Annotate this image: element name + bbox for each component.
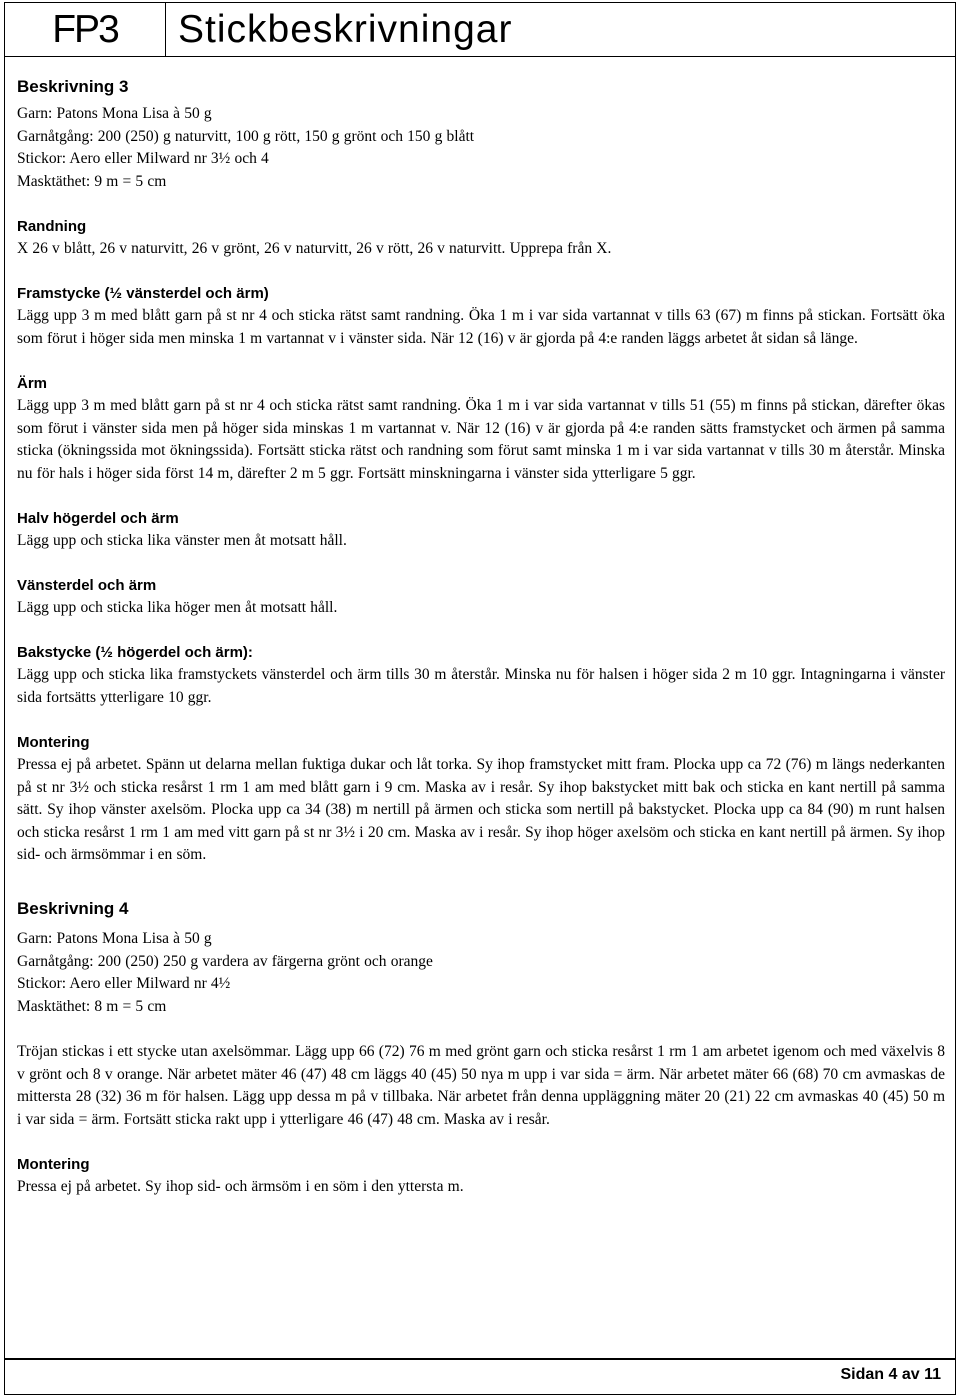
section-text-montering: Pressa ej på arbetet. Spänn ut delarna mellan fuktiga dukar och låt torka. Sy ihop framstycket mitt fram. Plocka upp ca 72 (76) m längs nederkanten på st nr 3½ och sticka resårst 1 rm 1 am med blått garn i 9 cm. Maska av i resår. Sy ihop bakstycket mitt bak och sticka en kant nertill på samma sätt. Sy ihop vänster axelsöm. Plocka upp ca 34 (38) m nertill på ärmen och sticka som nertill på bakstycket. Plocka upp ca 84 (90) m runt halsen och sticka resårst 1 rm 1 am med vitt garn på st nr 3½ i 20 cm. Maska av i resår. Sy ihop höger axelsöm och sticka en kant nertill på ärmen. Sy ihop sid- och ärmsömmar i en söm. — [17, 756, 945, 864]
desc3-garnatgang: Garnåtgång: 200 (250) g naturvitt, 100 g rött, 150 g grönt och 150 g blått — [17, 127, 475, 145]
document-title: Stickbeskrivningar — [178, 7, 513, 51]
desc3-masktathet: Masktäthet: 9 m = 5 cm — [17, 172, 167, 190]
section-text-vansterdel: Lägg upp och sticka lika höger men åt motsatt håll. — [17, 599, 338, 617]
desc4-masktathet: Masktäthet: 8 m = 5 cm — [17, 997, 167, 1015]
desc4-intro: Tröjan stickas i ett stycke utan axelsömmar. Lägg upp 66 (72) 76 m med grönt garn och sticka resårst 1 rm 1 am arbetet igenom och med växelvis 8 v grönt och 8 v orange. När arbetet mäter 46 (47) 48 cm läggs 40 (45) 50 nya m upp i var sida = ärm. När arbetet mäter 66 (68) 70 cm avmaskas de mittersta 28 (32) 36 m för halsen. Lägg upp dessa m på v tillbaka. När arbetet från denna uppläggning mäter 20 (21) 22 cm avmaskas 40 (45) 50 m i var sida = ärm. Fortsätt sticka rakt upp i ytterligare 46 (47) 48 cm. Maska av i resår. — [17, 1043, 945, 1128]
section-heading-randning: Randning — [17, 217, 87, 235]
section-text-halv-hogerdel: Lägg upp och sticka lika vänster men åt motsatt håll. — [17, 531, 347, 549]
section-heading-vansterdel: Vänsterdel och ärm — [17, 577, 157, 595]
page-number: Sidan 4 av 11 — [840, 1366, 941, 1383]
section-heading-halv-hogerdel: Halv högerdel och ärm — [17, 509, 179, 527]
desc4-montering-heading: Montering — [17, 1155, 90, 1173]
section-heading-bakstycke: Bakstycke (½ högerdel och ärm): — [17, 644, 253, 662]
page-header — [4, 2, 956, 56]
section-text-randning: X 26 v blått, 26 v naturvitt, 26 v grönt, 26 v naturvitt, 26 v rött, 26 v naturvitt. Upprepa från X. — [17, 239, 612, 257]
section-heading-montering: Montering — [17, 734, 90, 752]
desc3-stickor: Stickor: Aero eller Milward nr 3½ och 4 — [17, 150, 269, 168]
desc4-garnatgang: Garnåtgång: 200 (250) 250 g vardera av färgerna grönt och orange — [17, 952, 433, 970]
desc4-garn: Garn: Patons Mona Lisa à 50 g — [17, 930, 212, 948]
page-footer — [4, 1359, 956, 1395]
desc4-montering-text: Pressa ej på arbetet. Sy ihop sid- och ärmsöm i en söm i den yttersta m. — [17, 1177, 464, 1195]
section-text-bakstycke: Lägg upp och sticka lika framstyckets vänsterdel och ärm tills 30 m återstår. Minska nu för halsen i höger sida 2 m 10 ggr. Intagningarna i vänster sida fortsätts ytterligare 10 ggr. — [17, 666, 945, 706]
desc3-garn: Garn: Patons Mona Lisa à 50 g — [17, 105, 212, 122]
section-text-framstycke: Lägg upp 3 m med blått garn på st nr 4 och sticka rätst samt randning. Öka 1 m i var sida vartannat v tills 63 (67) m finns på stickan. Fortsätt öka som förut i höger sida men minska 1 m vartannat v i vänster sida. När 12 (16) v är gjorda på 4:e randen läggs arbetet åt sidan så länge. — [17, 307, 945, 347]
content-area — [4, 56, 956, 1359]
desc3-heading: Beskrivning 3 — [17, 77, 129, 96]
desc4-heading: Beskrivning 4 — [17, 899, 129, 919]
document-code: FP3 — [5, 3, 166, 56]
section-heading-arm: Ärm — [17, 374, 48, 392]
section-text-arm: Lägg upp 3 m med blått garn på st nr 4 och sticka rätst samt randning. Öka 1 m i var sida vartannat v tills 51 (55) m finns på stickan, därefter ökas som förut i vänster sida men på höger sida minskas 1 m vartannat v. När 12 (16) v är gjorda på 4:e randen sätts framstycket och ärmen på samma sticka (ökningssida mot ökningssida). Fortsätt sticka rätst och randning som förut samt minska 1 m i var sida vartannat v tills 30 m återstår. Minska nu för hals i höger sida först 14 m, därefter 2 m 5 ggr. Fortsätt minskningarna i vänster sida ytterligare 5 ggr. — [17, 396, 945, 482]
desc4-stickor: Stickor: Aero eller Milward nr 4½ — [17, 975, 231, 993]
section-heading-framstycke: Framstycke (½ vänsterdel och ärm) — [17, 285, 269, 303]
